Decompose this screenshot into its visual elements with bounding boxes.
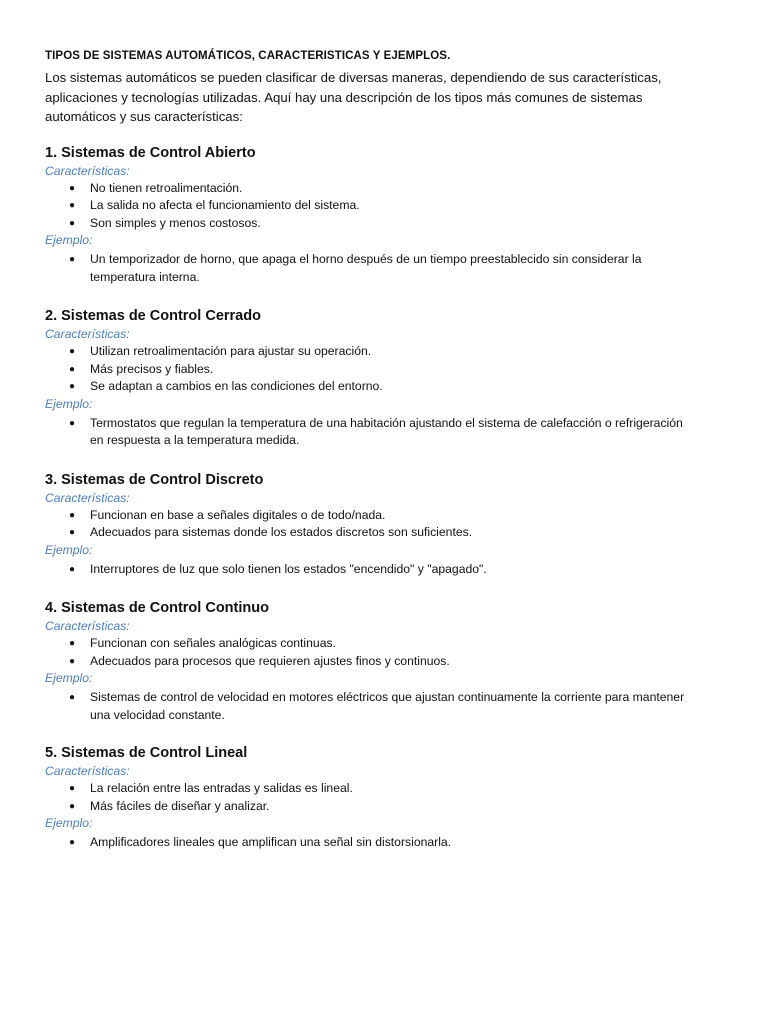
example-label: Ejemplo: bbox=[45, 542, 93, 557]
list-item-text: Funcionan en base a señales digitales o de todo/nada. bbox=[90, 507, 386, 522]
list-item bbox=[69, 415, 718, 450]
example-list bbox=[45, 834, 718, 852]
example-label: Ejemplo: bbox=[45, 671, 93, 685]
example-list bbox=[45, 561, 718, 579]
list-item-text: Utilizan retroalimentación para ajustar su operación. bbox=[90, 344, 372, 358]
bullet-dot-icon: ● bbox=[69, 527, 76, 538]
intro-line: aplicaciones y tecnologías utilizadas. Aquí hay una descripción de los tipos más comunes de sistemas bbox=[45, 89, 643, 105]
example-label: Ejemplo: bbox=[45, 396, 93, 411]
list-item-text: No tienen retroalimentación. bbox=[90, 180, 243, 195]
list-item-text: Un temporizador de horno, que apaga el horno después de un tiempo preestablecido sin considerar la bbox=[90, 252, 642, 266]
section-heading: 5. Sistemas de Control Lineal bbox=[45, 745, 248, 761]
section-heading: 4. Sistemas de Control Continuo bbox=[45, 600, 269, 616]
characteristics-list bbox=[45, 180, 718, 233]
bullet-dot-icon: ● bbox=[69, 509, 76, 521]
list-item bbox=[69, 251, 718, 286]
list-item-text: Sistemas de control de velocidad en motores eléctricos que ajustan continuamente la corriente para mantener bbox=[90, 690, 685, 704]
section-4 bbox=[45, 598, 718, 724]
bullet-dot-icon: ● bbox=[69, 800, 76, 812]
characteristics-list bbox=[45, 343, 718, 396]
section-3 bbox=[45, 470, 718, 579]
intro-paragraph bbox=[45, 68, 718, 127]
list-item bbox=[69, 361, 718, 379]
example-label: Ejemplo: bbox=[45, 233, 93, 247]
list-item-text: Más precisos y fiables. bbox=[90, 361, 214, 376]
list-item bbox=[69, 197, 718, 215]
bullet-dot-icon: ● bbox=[69, 563, 76, 575]
list-item-text: en respuesta a la temperatura medida. bbox=[90, 433, 300, 447]
section-2 bbox=[45, 306, 718, 450]
example-label: Ejemplo: bbox=[45, 816, 93, 830]
section-heading: 1. Sistemas de Control Abierto bbox=[45, 144, 256, 161]
section-5 bbox=[45, 743, 718, 852]
list-item-text: Adecuados para procesos que requieren ajustes finos y continuos. bbox=[90, 653, 450, 668]
list-item bbox=[69, 653, 718, 671]
characteristics-list bbox=[45, 507, 718, 542]
characteristics-label: Características: bbox=[45, 490, 130, 505]
bullet-dot-icon: ● bbox=[69, 363, 76, 375]
bullet-dot-icon: ● bbox=[69, 200, 76, 211]
list-item bbox=[69, 180, 718, 198]
bullet-dot-icon: ● bbox=[69, 638, 76, 649]
list-item bbox=[69, 561, 718, 579]
section-heading: 2. Sistemas de Control Cerrado bbox=[45, 308, 261, 324]
bullet-dot-icon: ● bbox=[69, 254, 76, 265]
section-heading: 3. Sistemas de Control Discreto bbox=[45, 471, 264, 488]
characteristics-label: Características: bbox=[45, 163, 130, 178]
list-item-text: Adecuados para sistemas donde los estados discretos son suficientes. bbox=[90, 525, 473, 539]
bullet-dot-icon: ● bbox=[69, 346, 76, 357]
list-item-text: La relación entre las entradas y salidas es lineal. bbox=[90, 781, 353, 795]
bullet-dot-icon: ● bbox=[69, 655, 76, 667]
list-item-text: temperatura interna. bbox=[90, 269, 200, 284]
bullet-dot-icon: ● bbox=[69, 417, 76, 429]
list-item-text: Funcionan con señales analógicas continuas. bbox=[90, 636, 336, 650]
list-item-text: Interruptores de luz que solo tienen los estados "encendido" y "apagado". bbox=[90, 561, 487, 576]
characteristics-list bbox=[45, 780, 718, 815]
list-item bbox=[69, 215, 718, 233]
example-list bbox=[45, 689, 718, 724]
characteristics-label: Características: bbox=[45, 619, 130, 633]
characteristics-label: Características: bbox=[45, 327, 130, 341]
list-item bbox=[69, 343, 718, 361]
list-item bbox=[69, 524, 718, 542]
bullet-dot-icon: ● bbox=[69, 217, 76, 229]
bullet-dot-icon: ● bbox=[69, 182, 76, 194]
list-item bbox=[69, 507, 718, 525]
list-item bbox=[69, 635, 718, 653]
sections-container bbox=[45, 143, 718, 852]
list-item bbox=[69, 834, 718, 852]
list-item-text: Termostatos que regulan la temperatura de una habitación ajustando el sistema de calefacción o refrigeración bbox=[90, 415, 683, 430]
list-item-text: Son simples y menos costosos. bbox=[90, 215, 261, 230]
list-item-text: una velocidad constante. bbox=[90, 707, 225, 722]
bullet-dot-icon: ● bbox=[69, 692, 76, 703]
example-list bbox=[45, 251, 718, 286]
list-item bbox=[69, 378, 718, 396]
list-item bbox=[69, 689, 718, 724]
list-item bbox=[69, 798, 718, 816]
bullet-dot-icon: ● bbox=[69, 381, 76, 392]
list-item-text: Se adaptan a cambios en las condiciones del entorno. bbox=[90, 379, 383, 393]
bullet-dot-icon: ● bbox=[69, 837, 76, 848]
list-item-text: Amplificadores lineales que amplifican una señal sin distorsionarla. bbox=[90, 835, 452, 849]
characteristics-list bbox=[45, 635, 718, 670]
list-item-text: Más fáciles de diseñar y analizar. bbox=[90, 798, 270, 813]
intro-line: automáticos y sus características: bbox=[45, 109, 243, 124]
intro-line: Los sistemas automáticos se pueden clasificar de diversas maneras, dependiendo de sus características, bbox=[45, 70, 662, 85]
bullet-dot-icon: ● bbox=[69, 783, 76, 794]
section-1 bbox=[45, 143, 718, 287]
list-item bbox=[69, 780, 718, 798]
characteristics-label: Características: bbox=[45, 764, 130, 778]
list-item-text: La salida no afecta el funcionamiento del sistema. bbox=[90, 198, 360, 212]
document-title: TIPOS DE SISTEMAS AUTOMÁTICOS, CARACTERISTICAS Y EJEMPLOS. bbox=[45, 50, 451, 62]
example-list bbox=[45, 415, 718, 450]
